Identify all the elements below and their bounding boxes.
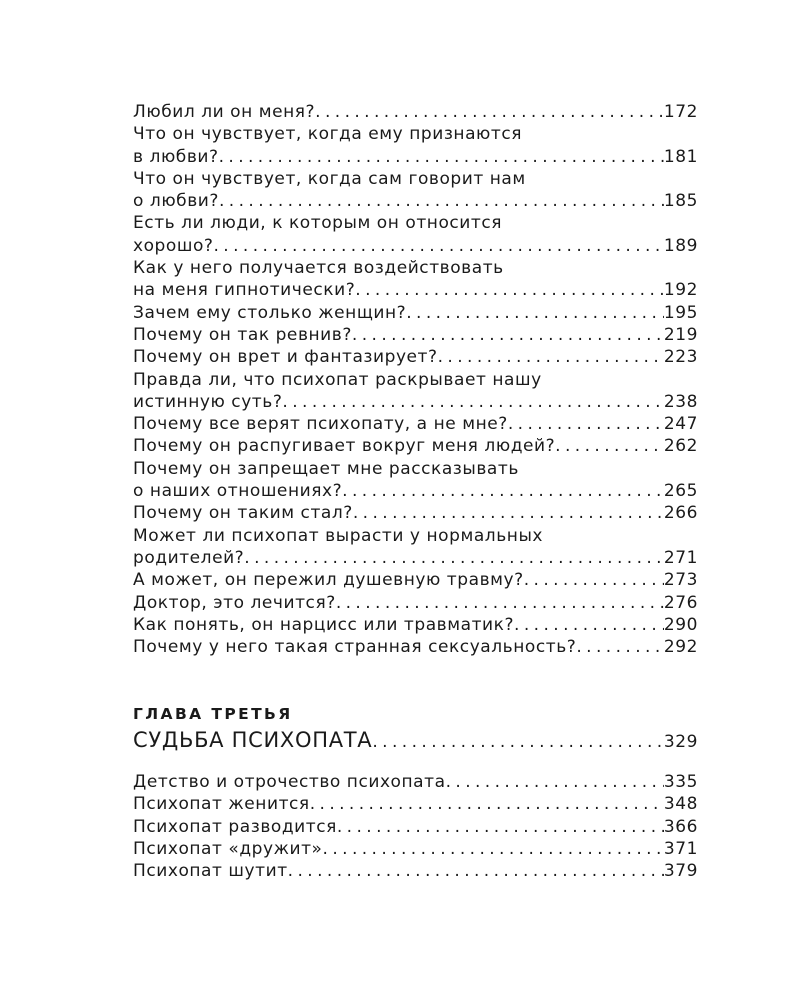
toc-entry[interactable] xyxy=(133,793,698,815)
toc-entry-title: Почему он так ревнив? xyxy=(133,324,352,345)
toc-entry-title: Что он чувствует, когда ему признаются xyxy=(133,124,523,145)
dot-leader xyxy=(213,235,663,257)
toc-entries-list xyxy=(133,101,698,658)
chapter-title: СУДЬБА ПСИХОПАТА xyxy=(133,728,373,752)
toc-entry[interactable] xyxy=(133,592,698,614)
chapter-entries-list xyxy=(133,771,698,882)
toc-page-number: 366 xyxy=(663,816,698,837)
toc-entry-title: родителей? xyxy=(133,547,245,568)
toc-entry[interactable] xyxy=(133,413,698,435)
toc-entry-line xyxy=(133,190,698,212)
toc-entry-line xyxy=(133,569,698,591)
toc-entry-line xyxy=(133,793,698,815)
dot-leader xyxy=(342,480,664,502)
toc-entry-line xyxy=(133,324,698,346)
toc-page-number: 247 xyxy=(663,414,698,435)
toc-entry-title: Зачем ему столько женщин? xyxy=(133,302,407,323)
dot-leader xyxy=(353,502,664,524)
toc-entry-line xyxy=(133,391,698,413)
toc-entry[interactable] xyxy=(133,569,698,591)
dot-leader xyxy=(315,101,664,123)
toc-entry-line xyxy=(133,146,698,168)
toc-entry[interactable] xyxy=(133,324,698,346)
toc-entry-title: Психопат «дружит» xyxy=(133,838,323,859)
toc-page-number: 219 xyxy=(663,324,698,345)
toc-entry-title: Как понять, он нарцисс или травматик? xyxy=(133,614,515,635)
toc-entry[interactable] xyxy=(133,212,698,257)
toc-entry-title: Почему все верят психопату, а не мне? xyxy=(133,414,508,435)
toc-page-number: 266 xyxy=(663,503,698,524)
dot-leader xyxy=(446,771,664,793)
toc-entry-title: Детство и отрочество психопата xyxy=(133,772,446,792)
toc-entry-title: Есть ли люди, к которым он относится xyxy=(133,213,503,234)
toc-entry-title: на меня гипнотически? xyxy=(133,280,356,301)
toc-entry-title: Любил ли он меня? xyxy=(133,102,316,122)
toc-page-number: 292 xyxy=(663,637,698,658)
toc-entry[interactable] xyxy=(133,168,698,213)
dot-leader xyxy=(337,816,664,838)
toc-page-number: 335 xyxy=(663,772,698,792)
toc-entry-line xyxy=(133,101,698,123)
toc-entry[interactable] xyxy=(133,123,698,168)
toc-entry-line xyxy=(133,502,698,524)
toc-entry-title: Почему он таким стал? xyxy=(133,503,353,524)
dot-leader xyxy=(508,413,664,435)
toc-page-number: 276 xyxy=(663,592,698,613)
toc-entry-title: Может ли психопат вырасти у нормальных xyxy=(133,525,544,546)
toc-entry-line xyxy=(133,547,698,569)
toc-entry-title: Почему он врет и фантазирует? xyxy=(133,347,438,368)
toc-entry-line xyxy=(133,458,698,480)
toc-entry-line xyxy=(133,480,698,502)
toc-entry-title: Доктор, это лечится? xyxy=(133,592,336,613)
chapter-heading xyxy=(133,703,698,755)
toc-entry[interactable] xyxy=(133,101,698,123)
toc-entry-title: Что он чувствует, когда сам говорит нам xyxy=(133,168,526,189)
toc-entry-line xyxy=(133,816,698,838)
toc-entry-title: Почему у него такая странная сексуальность? xyxy=(133,637,577,658)
dot-leader xyxy=(524,569,664,591)
chapter-title-line[interactable] xyxy=(133,725,698,755)
toc-page-number: 185 xyxy=(663,191,698,212)
toc-page-number: 172 xyxy=(663,102,698,122)
dot-leader xyxy=(555,435,664,457)
toc-page-number: 223 xyxy=(663,347,698,368)
dot-leader xyxy=(352,324,664,346)
toc-entry-line xyxy=(133,636,698,658)
toc-entry-line xyxy=(133,168,698,190)
dot-leader xyxy=(219,146,664,168)
toc-entry-line xyxy=(133,302,698,324)
toc-entry[interactable] xyxy=(133,614,698,636)
toc-page-number: 238 xyxy=(663,391,698,412)
toc-page-number: 262 xyxy=(663,436,698,457)
dot-leader xyxy=(355,279,664,301)
chapter-label: ГЛАВА ТРЕТЬЯ xyxy=(133,705,293,723)
toc-entry[interactable] xyxy=(133,435,698,457)
toc-entry[interactable] xyxy=(133,838,698,860)
dot-leader xyxy=(288,860,664,882)
toc-page-number: 265 xyxy=(663,481,698,502)
toc-page-number: 181 xyxy=(663,146,698,167)
toc-page-number: 192 xyxy=(663,280,698,301)
toc-entry-title: о любви? xyxy=(133,191,219,212)
toc-entry-line xyxy=(133,369,698,391)
toc-entry-title: Психопат разводится xyxy=(133,816,337,837)
toc-entry-title: о наших отношениях? xyxy=(133,481,343,502)
toc-entry[interactable] xyxy=(133,302,698,324)
dot-leader xyxy=(310,793,664,815)
toc-page-number: 195 xyxy=(663,302,698,323)
toc-page-number: 371 xyxy=(663,838,698,859)
toc-entry[interactable] xyxy=(133,369,698,414)
toc-page-number: 379 xyxy=(663,861,698,882)
toc-entry-line xyxy=(133,257,698,279)
toc-page-number: 271 xyxy=(663,547,698,568)
toc-page-number: 290 xyxy=(663,614,698,635)
toc-entry-line xyxy=(133,771,698,793)
toc-entry-line xyxy=(133,279,698,301)
toc-entry-title: Правда ли, что психопат раскрывает нашу xyxy=(133,369,542,390)
toc-entry-title: Как у него получается воздействовать xyxy=(133,258,504,279)
toc-entry-line xyxy=(133,838,698,860)
toc-entry-line xyxy=(133,435,698,457)
toc-entry[interactable] xyxy=(133,860,698,882)
toc-entry[interactable] xyxy=(133,525,698,570)
toc-entry-line xyxy=(133,212,698,234)
toc-entry[interactable] xyxy=(133,458,698,503)
toc-entry-line xyxy=(133,123,698,145)
toc-entry-line xyxy=(133,413,698,435)
dot-leader xyxy=(244,547,664,569)
dot-leader xyxy=(514,614,664,636)
toc-entry-line xyxy=(133,346,698,368)
toc-entry[interactable] xyxy=(133,346,698,368)
toc-entry-title: Почему он запрещает мне рассказывать xyxy=(133,458,519,479)
toc-entry[interactable] xyxy=(133,771,698,793)
toc-entry[interactable] xyxy=(133,816,698,838)
dot-leader xyxy=(576,636,664,658)
toc-entry-title: Почему он распугивает вокруг меня людей? xyxy=(133,436,556,457)
toc-entry[interactable] xyxy=(133,502,698,524)
toc-entry-title: Психопат шутит xyxy=(133,861,288,882)
toc-page-number: 348 xyxy=(663,794,698,815)
toc-entry-title: А может, он пережил душевную травму? xyxy=(133,570,524,591)
toc-entry-line xyxy=(133,525,698,547)
toc-page-number: 189 xyxy=(663,235,698,256)
chapter-page-number: 329 xyxy=(663,732,698,752)
toc-entry-title: истинную суть? xyxy=(133,391,283,412)
toc-page-number: 273 xyxy=(663,570,698,591)
toc-entry-title: Психопат женится xyxy=(133,794,310,815)
dot-leader xyxy=(219,190,664,212)
dot-leader xyxy=(282,391,663,413)
toc-entry[interactable] xyxy=(133,257,698,302)
toc-entry-line xyxy=(133,614,698,636)
dot-leader xyxy=(406,302,664,324)
toc-entry-line xyxy=(133,235,698,257)
toc-entry-title: хорошо? xyxy=(133,235,214,256)
dot-leader xyxy=(372,727,664,757)
dot-leader xyxy=(438,346,664,368)
toc-entry-line xyxy=(133,592,698,614)
dot-leader xyxy=(336,592,664,614)
toc-entry-title: в любви? xyxy=(133,146,219,167)
toc-entry[interactable] xyxy=(133,636,698,658)
dot-leader xyxy=(323,838,664,860)
toc-entry-line xyxy=(133,860,698,882)
